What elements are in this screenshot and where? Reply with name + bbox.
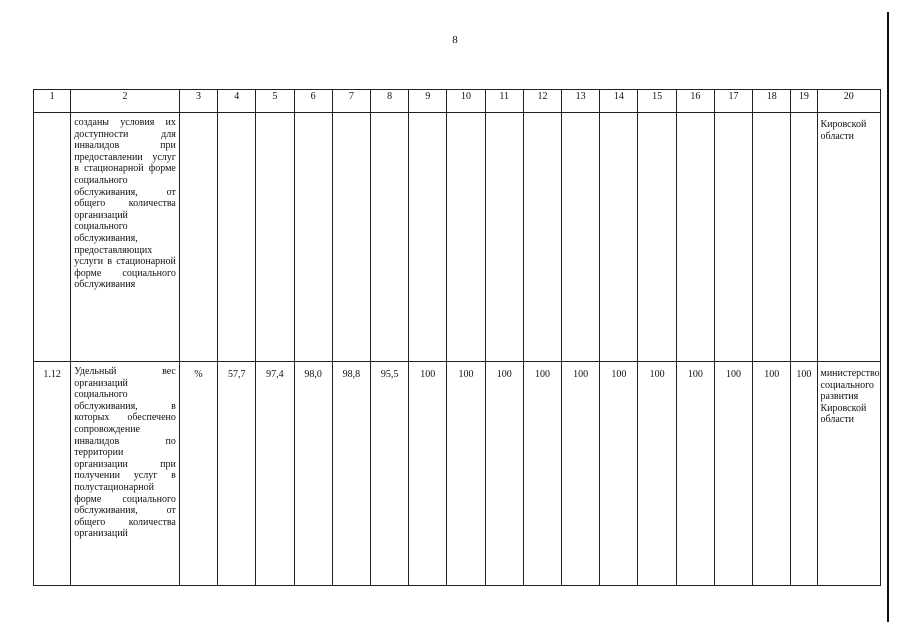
col-header: 1 bbox=[34, 90, 71, 113]
col-header: 12 bbox=[523, 90, 561, 113]
table-row bbox=[34, 113, 881, 362]
responsible-cell: Кировской области bbox=[817, 113, 881, 362]
value-cell: 100 bbox=[791, 362, 817, 586]
value-cell bbox=[485, 113, 523, 362]
value-cell: 100 bbox=[447, 362, 485, 586]
col-header: 20 bbox=[817, 90, 881, 113]
col-header: 19 bbox=[791, 90, 817, 113]
col-header: 7 bbox=[332, 90, 370, 113]
col-header: 3 bbox=[179, 90, 217, 113]
value-cell: 100 bbox=[485, 362, 523, 586]
col-header: 14 bbox=[600, 90, 638, 113]
value-cell bbox=[256, 113, 294, 362]
value-cell bbox=[562, 113, 600, 362]
value-cell bbox=[294, 113, 332, 362]
col-header: 5 bbox=[256, 90, 294, 113]
header-row bbox=[34, 90, 881, 113]
col-header: 15 bbox=[638, 90, 676, 113]
table-row bbox=[34, 362, 881, 586]
value-cell: 100 bbox=[562, 362, 600, 586]
value-cell: 100 bbox=[409, 362, 447, 586]
col-header: 4 bbox=[218, 90, 256, 113]
indicator-name: Удельный вес организаций социального обслуживания, в которых обеспечено сопровождение инвалидов по территории организации при получении услуг в полустационарной форме социального обслуживания, от общего количества организаций bbox=[71, 362, 180, 586]
col-header: 17 bbox=[714, 90, 752, 113]
value-cell bbox=[447, 113, 485, 362]
responsible-cell: министерство социального развития Кировской области bbox=[817, 362, 881, 586]
value-cell: 100 bbox=[638, 362, 676, 586]
row-number: 1.12 bbox=[34, 362, 71, 586]
value-cell bbox=[676, 113, 714, 362]
value-cell: 100 bbox=[676, 362, 714, 586]
value-cell bbox=[753, 113, 791, 362]
col-header: 6 bbox=[294, 90, 332, 113]
col-header: 16 bbox=[676, 90, 714, 113]
value-cell bbox=[332, 113, 370, 362]
col-header: 2 bbox=[71, 90, 180, 113]
col-header: 13 bbox=[562, 90, 600, 113]
col-header: 11 bbox=[485, 90, 523, 113]
value-cell: 100 bbox=[523, 362, 561, 586]
value-cell: 98,8 bbox=[332, 362, 370, 586]
value-cell bbox=[370, 113, 408, 362]
unit-cell bbox=[179, 113, 217, 362]
value-cell bbox=[600, 113, 638, 362]
col-header: 10 bbox=[447, 90, 485, 113]
value-cell: 57,7 bbox=[218, 362, 256, 586]
value-cell: 97,4 bbox=[256, 362, 294, 586]
value-cell: 100 bbox=[753, 362, 791, 586]
value-cell bbox=[409, 113, 447, 362]
value-cell bbox=[791, 113, 817, 362]
col-header: 18 bbox=[753, 90, 791, 113]
indicator-name: созданы условия их доступности для инвалидов при предоставлении услуг в стационарной форме социального обслуживания, от общего количества организаций социального обслуживания, предоставляющих услуги в стационарной форме социального обслуживания bbox=[71, 113, 180, 362]
value-cell: 95,5 bbox=[370, 362, 408, 586]
value-cell: 98,0 bbox=[294, 362, 332, 586]
value-cell bbox=[638, 113, 676, 362]
col-header: 8 bbox=[370, 90, 408, 113]
value-cell bbox=[218, 113, 256, 362]
value-cell: 100 bbox=[600, 362, 638, 586]
value-cell bbox=[714, 113, 752, 362]
indicator-table bbox=[33, 89, 881, 586]
unit-cell: % bbox=[179, 362, 217, 586]
row-number bbox=[34, 113, 71, 362]
value-cell: 100 bbox=[714, 362, 752, 586]
page-number: 8 bbox=[452, 34, 458, 46]
value-cell bbox=[523, 113, 561, 362]
col-header: 9 bbox=[409, 90, 447, 113]
margin-rule bbox=[887, 12, 889, 622]
